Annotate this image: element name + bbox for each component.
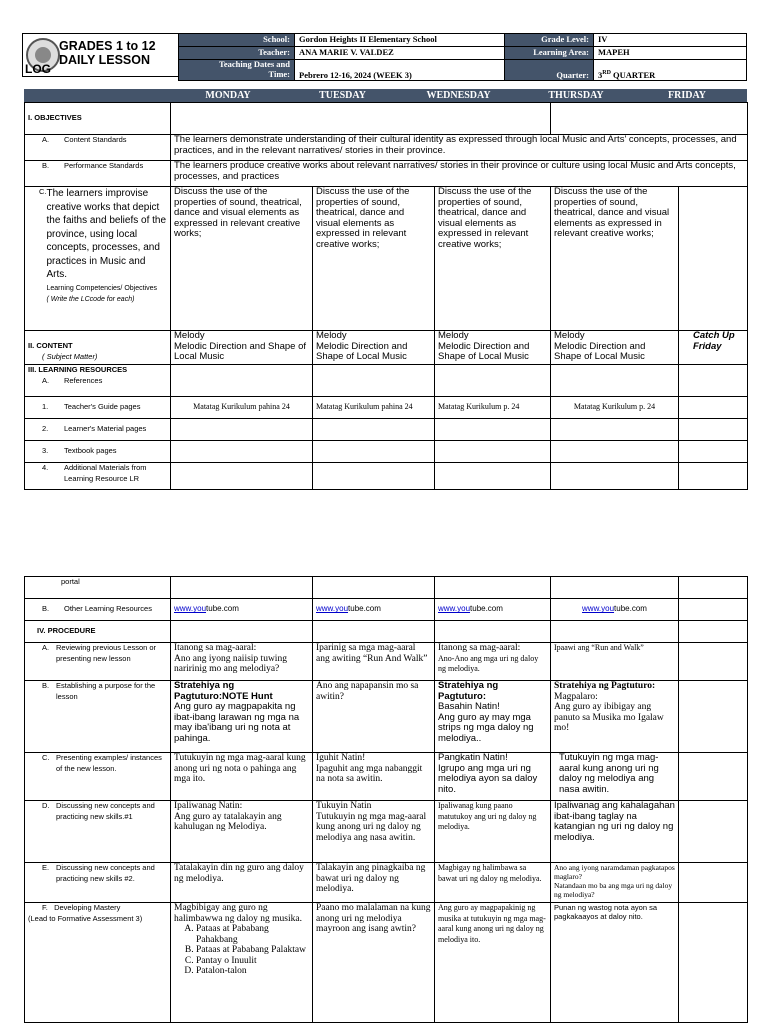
proc-b-wednesday: Stratehiya ng Pagtuturo: Basahin Natin! Ang guro ay may mga strips ng mga daloy ng melodiya.. (435, 681, 551, 753)
tg-pages-wednesday: Matatag Kurikulum p. 24 (435, 397, 551, 419)
competency-tuesday: Discuss the use of the properties of sound, theatrical, dance and visual elements as expressed in relevant creative works; (313, 187, 435, 331)
proc-d-thursday: Ipaliwanag ang kahalagahan ibat-ibang taglay na katangian ng uri ng daloy ng melodiya. (551, 801, 679, 863)
title-line-2: DAILY LESSON (59, 53, 150, 67)
performance-standards-value: The learners produce creative works about relevant narratives/ stories in their province or culture using local Music and Arts concepts, processes, and practices (171, 161, 748, 187)
youtube-link-monday[interactable]: www.youtube.com (171, 599, 313, 621)
school-label: School: (179, 34, 295, 47)
proc-c-label: C. Presenting examples/ instances of the new lesson. (25, 753, 171, 801)
content-friday: Catch Up Friday (679, 331, 748, 365)
content-tuesday: Melody Melodic Direction and Shape of Local Music (313, 331, 435, 365)
proc-b-thursday: Stratehiya ng Pagtuturo: Magpalaro: Ang guro ay ibibigay ang panuto sa Musika mo Igalaw mo! (551, 681, 679, 753)
proc-b-label: B. Establishing a purpose for the lesson (25, 681, 171, 753)
content-heading: II. CONTENT ( Subject Matter) (25, 331, 171, 365)
additional-materials-label: 4. Additional Materials from Learning Resource LR (25, 463, 171, 490)
resources-heading: III. LEARNING RESOURCES A. References (25, 365, 171, 397)
textbook-pages-label: 3. Textbook pages (25, 441, 171, 463)
proc-e-label: E. Discussing new concepts and practicing new skills #2. (25, 863, 171, 903)
proc-c-monday: Tutukuyin ng mga mag-aaral kung anong uri ng nota o pahinga ang mga ito. (171, 753, 313, 801)
dll-title-box (22, 33, 179, 77)
grade-value: IV (594, 34, 747, 47)
proc-e-wednesday: Magbigay ng halimbawa sa bawat uri ng daloy ng melodiya. (435, 863, 551, 903)
tg-pages-tuesday: Matatag Kurikulum pahina 24 (313, 397, 435, 419)
school-value: Gordon Heights II Elementary School (295, 34, 505, 47)
teacher-label: Teacher: (179, 47, 295, 60)
resources-wed (435, 365, 551, 397)
content-wednesday: Melody Melodic Direction and Shape of Local Music (435, 331, 551, 365)
content-thursday: Melody Melodic Direction and Shape of Local Music (551, 331, 679, 365)
lm-pages-label: 2. Learner's Material pages (25, 419, 171, 441)
header-info-table (178, 33, 747, 81)
proc-f-tuesday: Paano mo malalaman na kung anong uri ng melodiya mayroon ang isang awtin? (313, 903, 435, 1023)
title-line-1: GRADES 1 to 12 (59, 39, 156, 53)
content-monday: Melody Melodic Direction and Shape of Local Music (171, 331, 313, 365)
competency-friday (679, 187, 748, 331)
lesson-table-page1 (24, 102, 748, 490)
proc-c-thursday: Tutukuyin ng mga mag-aaral kung anong uri ng daloy ng melodiya ang nasa awitin. (551, 753, 679, 801)
title-line-3: LOG (25, 62, 51, 76)
competencies-label: C. The learners improvise creative works that depict the faiths and beliefs of the province, using local concepts, processes, and practices in Music and Arts. Learning Competencies/ Objectives ( Write the LCcode for each) (25, 187, 171, 331)
performance-standards-label: B. Performance Standards (25, 161, 171, 187)
proc-d-label: D. Discussing new concepts and practicing new skills.#1 (25, 801, 171, 863)
proc-a-tuesday: Iparinig sa mga mag-aaral ang awiting “Run And Walk” (313, 643, 435, 681)
youtube-link-thursday[interactable]: www.youtube.com (551, 599, 679, 621)
tg-pages-thursday: Matatag Kurikulum p. 24 (551, 397, 679, 419)
day-tuesday: TUESDAY (285, 90, 401, 102)
proc-f-wednesday: Ang guro ay magpapakinig ng musika at tutukuyin ng mga mag-aaral kung anong uri ng daloy ng melodiya ito. (435, 903, 551, 1023)
proc-b-tuesday: Ano ang napapansin mo sa awitin? (313, 681, 435, 753)
content-standards-label: A. Content Standards (25, 135, 171, 161)
resources-mon (171, 365, 313, 397)
resources-thu (551, 365, 679, 397)
proc-e-tuesday: Talakayin ang pinagkaiba ng bawat uri ng daloy ng melodiya. (313, 863, 435, 903)
proc-a-monday: Itanong sa mag-aaral: Ano ang iyong naiisip tuwing naririnig mo ang melodiya? (171, 643, 313, 681)
days-blank (25, 90, 172, 102)
days-header (24, 89, 747, 102)
proc-c-wednesday: Pangkatin Natin! Igrupo ang mga uri ng melodiya ayon sa daloy nito. (435, 753, 551, 801)
portal-label: portal (25, 577, 171, 599)
resources-fri (679, 365, 748, 397)
day-wednesday: WEDNESDAY (401, 90, 517, 102)
competency-wednesday: Discuss the use of the properties of sound, theatrical, dance and visual elements as expressed in relevant creative works; (435, 187, 551, 331)
objectives-blank-2 (551, 103, 748, 135)
lesson-table-page2 (24, 576, 748, 1023)
quarter-value: 3RD QUARTER (594, 60, 747, 81)
proc-f-monday: Magbibigay ang guro ng halimbawwa ng daloy ng musika. A. Pataas at Pababang Pahakbang B. Pataas at Pababang Palaktaw C. Pantay o Inuulit D. Patalon-talon (171, 903, 313, 1023)
area-label: Learning Area: (505, 47, 594, 60)
melody-type-item: D. Patalon-talon (196, 966, 309, 977)
procedure-heading: IV. PROCEDURE (25, 621, 171, 643)
youtube-link-wednesday[interactable]: www.youtube.com (435, 599, 551, 621)
grade-label: Grade Level: (505, 34, 594, 47)
content-standards-value: The learners demonstrate understanding of their cultural identity as expressed through local Music and Arts' concepts, processes, and practices, and in the relevant narratives/ stories in their province. (171, 135, 748, 161)
proc-c-tuesday: Iguhit Natin! Ipaguhit ang mga nabanggit na nota sa awitin. (313, 753, 435, 801)
day-monday: MONDAY (172, 90, 285, 102)
proc-b-monday: Stratehiya ng Pagtuturo:NOTE Hunt Ang guro ay magpapakita ng ibat-ibang larawan ng mga na may iba'ibang uri ng nota at pahinga. (171, 681, 313, 753)
proc-a-wednesday: Itanong sa mag-aaral: Ano-Ano ang mga uri ng daloy ng melodiya. (435, 643, 551, 681)
melody-type-item: A. Pataas at Pababang Pahakbang (196, 924, 309, 945)
resources-tue (313, 365, 435, 397)
tg-pages-friday (679, 397, 748, 419)
other-resources-label: B. Other Learning Resources (25, 599, 171, 621)
dates-value: Pebrero 12-16, 2024 (WEEK 3) (295, 60, 505, 81)
proc-d-monday: Ipaliwanag Natin: Ang guro ay tatalakayin ang kahulugan ng Melodiya. (171, 801, 313, 863)
objectives-heading: I. OBJECTIVES (25, 103, 171, 135)
proc-e-thursday: Ano ang iyong naramdaman pagkatapos maglaro? Natandaan mo ba ang mga uri ng daloy ng melodiya? (551, 863, 679, 903)
dll-title (59, 39, 156, 67)
dates-label: Teaching Dates and Time: (179, 60, 295, 81)
tg-pages-label: 1. Teacher's Guide pages (25, 397, 171, 419)
teacher-value: ANA MARIE V. VALDEZ (295, 47, 505, 60)
proc-a-thursday: Ipaawi ang “Run and Walk” (551, 643, 679, 681)
day-thursday: THURSDAY (517, 90, 636, 102)
proc-d-tuesday: Tukuyin Natin Tutukuyin ng mga mag-aaral kung anong uri ng daloy ng melodiya ang nasa awitin. (313, 801, 435, 863)
proc-f-thursday: Punan ng wastog nota ayon sa pagkakaayos at daloy nito. (551, 903, 679, 1023)
quarter-label: Quarter: (505, 60, 594, 81)
tg-pages-monday: Matatag Kurikulum pahina 24 (171, 397, 313, 419)
proc-d-wednesday: Ipaliwanag kung paano matutukoy ang uri ng daloy ng melodiya. (435, 801, 551, 863)
proc-a-label: A. Reviewing previous Lesson or presenting new lesson (25, 643, 171, 681)
proc-f-label: F. Developing Mastery (Lead to Formative Assessment 3) (25, 903, 171, 1023)
youtube-link-tuesday[interactable]: www.youtube.com (313, 599, 435, 621)
melody-type-item: C. Pantay o Inuulit (196, 956, 309, 967)
day-friday: FRIDAY (636, 90, 747, 102)
area-value: MAPEH (594, 47, 747, 60)
competency-monday: Discuss the use of the properties of sound, theatrical, dance and visual elements as expressed in relevant creative works; (171, 187, 313, 331)
objectives-blank-1 (171, 103, 551, 135)
melody-type-item: B. Pataas at Pababang Palaktaw (196, 945, 309, 956)
competency-thursday: Discuss the use of the properties of sound, theatrical, dance and visual elements as expressed in relevant creative works; (551, 187, 679, 331)
proc-e-monday: Tatalakayin din ng guro ang daloy ng melodiya. (171, 863, 313, 903)
